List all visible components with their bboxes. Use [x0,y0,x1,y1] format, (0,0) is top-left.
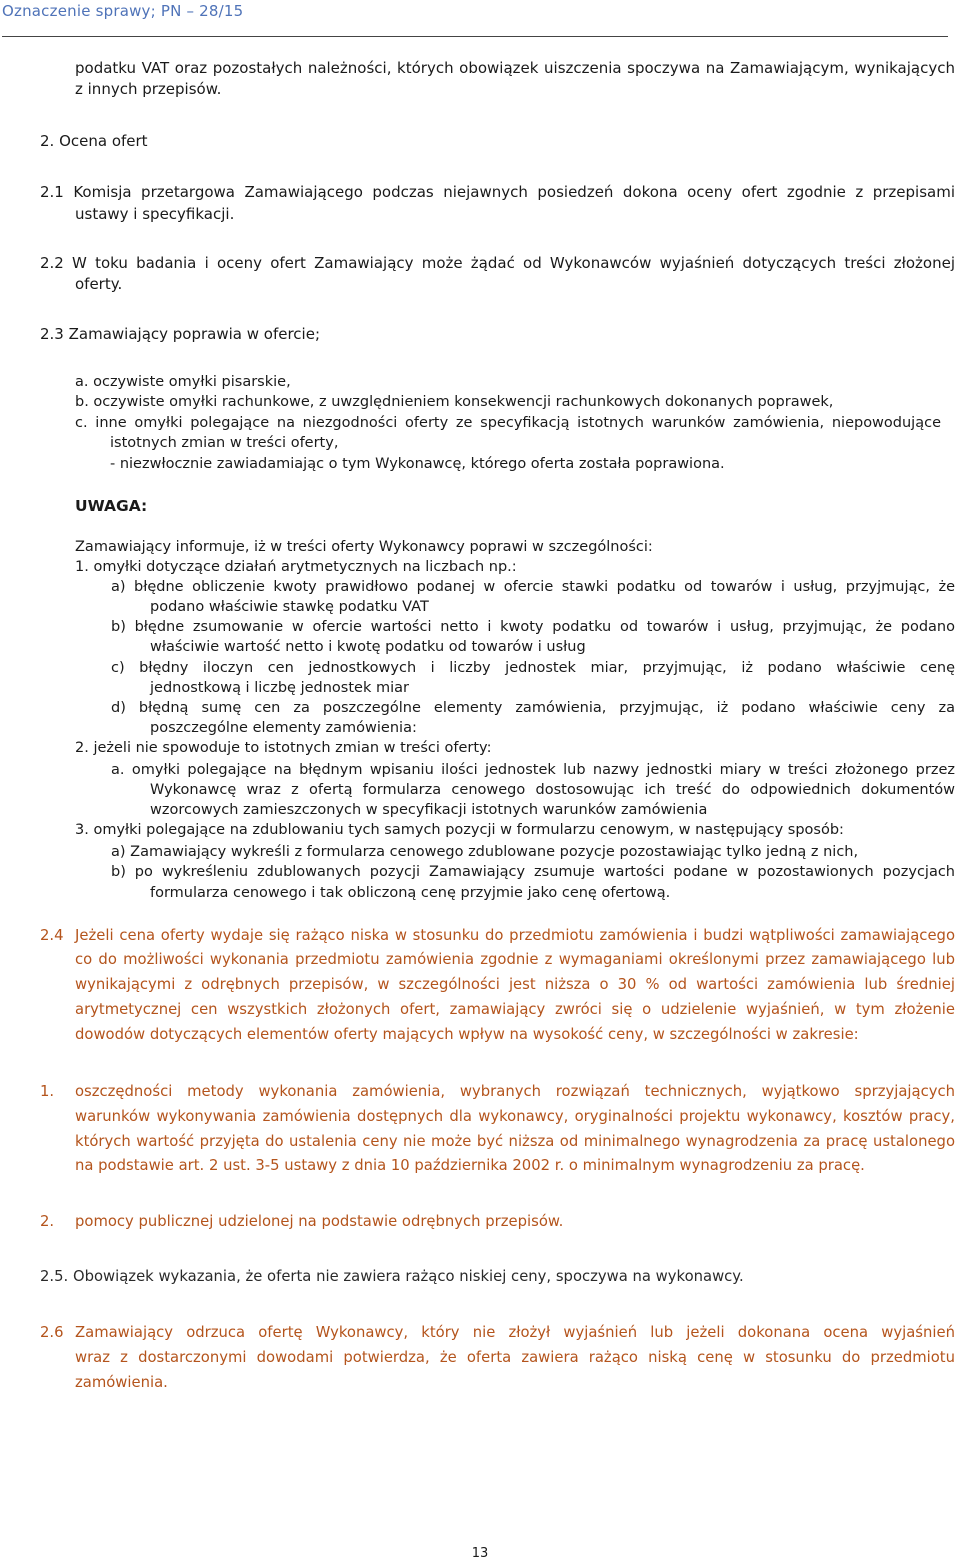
uwaga-item-1b-line-2: właściwie wartość netto i kwotę podatku od towarów i usług [150,639,586,655]
uwaga-intro: Zamawiający informuje, iż w treści oferty Wykonawcy poprawi w szczególności: [75,539,653,555]
uwaga-item-3: 3. omyłki polegające na zdublowaniu tych samych pozycji w formularzu cenowym, w następujący sposób: [75,822,844,838]
paragraph-2-4-line-5: dowodów dotyczących elementów oferty mających wpływ na wysokość ceny, w szczególności w zakresie: [75,1026,859,1043]
uwaga-item-1c-line-1: c) błędny iloczyn cen jednostkowych i liczby jednostek miar, przyjmując, iż podano właściwie cenę [111,660,955,676]
intro-line-2: z innych przepisów. [75,80,222,98]
uwaga-item-1a-line-1: a) błędne obliczenie kwoty prawidłowo podanej w ofercie stawki podatku od towarów i usług, przyjmując, że [111,579,955,595]
uwaga-item-1b-line-1: b) błędne zsumowanie w ofercie wartości netto i kwoty podatku od towarów i usług, przyjmując, że podano [111,619,955,635]
paragraph-2-4-line-2: co do możliwości wykonania przedmiotu zamówienia zgodnie z wymaganiami określonymi przez zamawiającego lub [75,951,955,968]
point-1-line-4: na podstawie art. 2 ust. 3-5 ustawy z dnia 10 października 2002 r. o minimalnym wynagrodzeniu za pracę. [75,1157,865,1174]
paragraph-2-6-line-2: wraz z dostarczonymi dowodami potwierdza, że oferta zawiera rażąco niską cenę w stosunku do przedmiotu [75,1349,955,1366]
paragraph-2-5: 2.5. Obowiązek wykazania, że oferta nie zawiera rażąco niskiej ceny, spoczywa na wykonawcy. [40,1268,744,1285]
paragraph-2-4-line-3: wynikającymi z odrębnych przepisów, w szczególności jest niższa o 30 % od wartości zamówienia lub średniej [75,976,955,993]
paragraph-2-2-line-2: oferty. [75,275,123,293]
point-2-line-1: pomocy publicznej udzielonej na podstawie odrębnych przepisów. [75,1213,564,1230]
paragraph-2-2-line-1: 2.2 W toku badania i oceny ofert Zamawiający może żądać od Wykonawców wyjaśnień dotyczących treści złożonej [40,254,955,272]
uwaga-item-2a-line-2: Wykonawcę wraz z ofertą formularza cenowego dostosowując ich treść do odpowiednich dokumentów [150,782,955,798]
uwaga-title: UWAGA: [75,497,148,515]
intro-line-1: podatku VAT oraz pozostałych należności, których obowiązek uiszczenia spoczywa na Zamawiającym, wynikających [75,59,955,77]
point-1-line-3: których wartość przyjęta do ustalenia ceny nie może być niższa od minimalnego wynagrodzenia za pracę ustalonego [75,1133,955,1150]
uwaga-item-1d-line-2: poszczególne elementy zamówienia: [150,720,417,736]
uwaga-item-3b-line-2: formularza cenowego i tak obliczoną cenę przyjmie jako cenę ofertową. [150,885,671,901]
section-heading: 2. Ocena ofert [40,132,148,150]
point-2-number: 2. [40,1213,55,1230]
point-1-number: 1. [40,1083,55,1100]
paragraph-2-4-number: 2.4 [40,927,64,944]
paragraph-2-1-line-2: ustawy i specyfikacji. [75,205,235,223]
header-divider [2,36,948,37]
correction-a: a. oczywiste omyłki pisarskie, [75,374,291,390]
paragraph-2-4-line-4: arytmetycznej cen wszystkich złożonych ofert, zamawiający zwróci się o udzielenie wyjaśnień, w tym złożenie [75,1001,955,1018]
paragraph-2-6-line-1: Zamawiający odrzuca ofertę Wykonawcy, który nie złożył wyjaśnień lub jeżeli dokonana ocena wyjaśnień [75,1324,955,1341]
correction-c-line-1: c. inne omyłki polegające na niezgodności oferty ze specyfikacją istotnych warunków zamówienia, niepowodujące [75,415,941,431]
uwaga-item-2a-line-3: wzorcowych zamieszczonych w specyfikacji istotnych warunków zamówienia [150,802,708,818]
point-1-line-2: warunków wykonywania zamówienia dostępnych dla wykonawcy, oryginalności projektu wykonawcy, kosztów pracy, [75,1108,955,1125]
paragraph-2-6-line-3: zamówienia. [75,1374,168,1391]
page-header [0,0,960,40]
paragraph-2-4-line-1: Jeżeli cena oferty wydaje się rażąco niska w stosunku do przedmiotu zamówienia i budzi wątpliwości zamawiającego [75,927,955,944]
uwaga-item-1d-line-1: d) błędną sumę cen za poszczególne elementy zamówienia, przyjmując, iż podano właściwie ceny za [111,700,955,716]
correction-c-line-2: istotnych zmian w treści oferty, [110,435,339,451]
page-number: 13 [471,1546,489,1561]
uwaga-item-1: 1. omyłki dotyczące działań arytmetycznych na liczbach np.: [75,559,517,575]
uwaga-item-1c-line-2: jednostkową i liczbę jednostek miar [150,680,409,696]
uwaga-item-3a: a) Zamawiający wykreśli z formularza cenowego zdublowane pozycje pozostawiając tylko jedną z nich, [111,844,859,860]
paragraph-2-1-line-1: 2.1 Komisja przetargowa Zamawiającego podczas niejawnych posiedzeń dokona oceny ofert zgodnie z przepisami [40,183,955,201]
uwaga-item-2a-line-1: a. omyłki polegające na błędnym wpisaniu ilości jednostek lub nazwy jednostki miary w treści złożonego przez [111,762,955,778]
uwaga-item-2: 2. jeżeli nie spowoduje to istotnych zmian w treści oferty: [75,740,492,756]
point-1-line-1: oszczędności metody wykonania zamówienia, wybranych rozwiązań technicznych, wyjątkowo sprzyjających [75,1083,955,1100]
case-reference: Oznaczenie sprawy; PN – 28/15 [2,2,244,20]
uwaga-item-3b-line-1: b) po wykreśleniu zdublowanych pozycji Zamawiający zsumuje wartości podane w pozostawionych pozycjach [111,864,955,880]
paragraph-2-6-number: 2.6 [40,1324,64,1341]
uwaga-item-1a-line-2: podano właściwie stawkę podatku VAT [150,599,429,615]
correction-b: b. oczywiste omyłki rachunkowe, z uwzględnieniem konsekwencji rachunkowych dokonanych poprawek, [75,394,834,410]
correction-dash: - niezwłocznie zawiadamiając o tym Wykonawcę, którego oferta została poprawiona. [110,456,725,472]
paragraph-2-3: 2.3 Zamawiający poprawia w ofercie; [40,325,321,343]
